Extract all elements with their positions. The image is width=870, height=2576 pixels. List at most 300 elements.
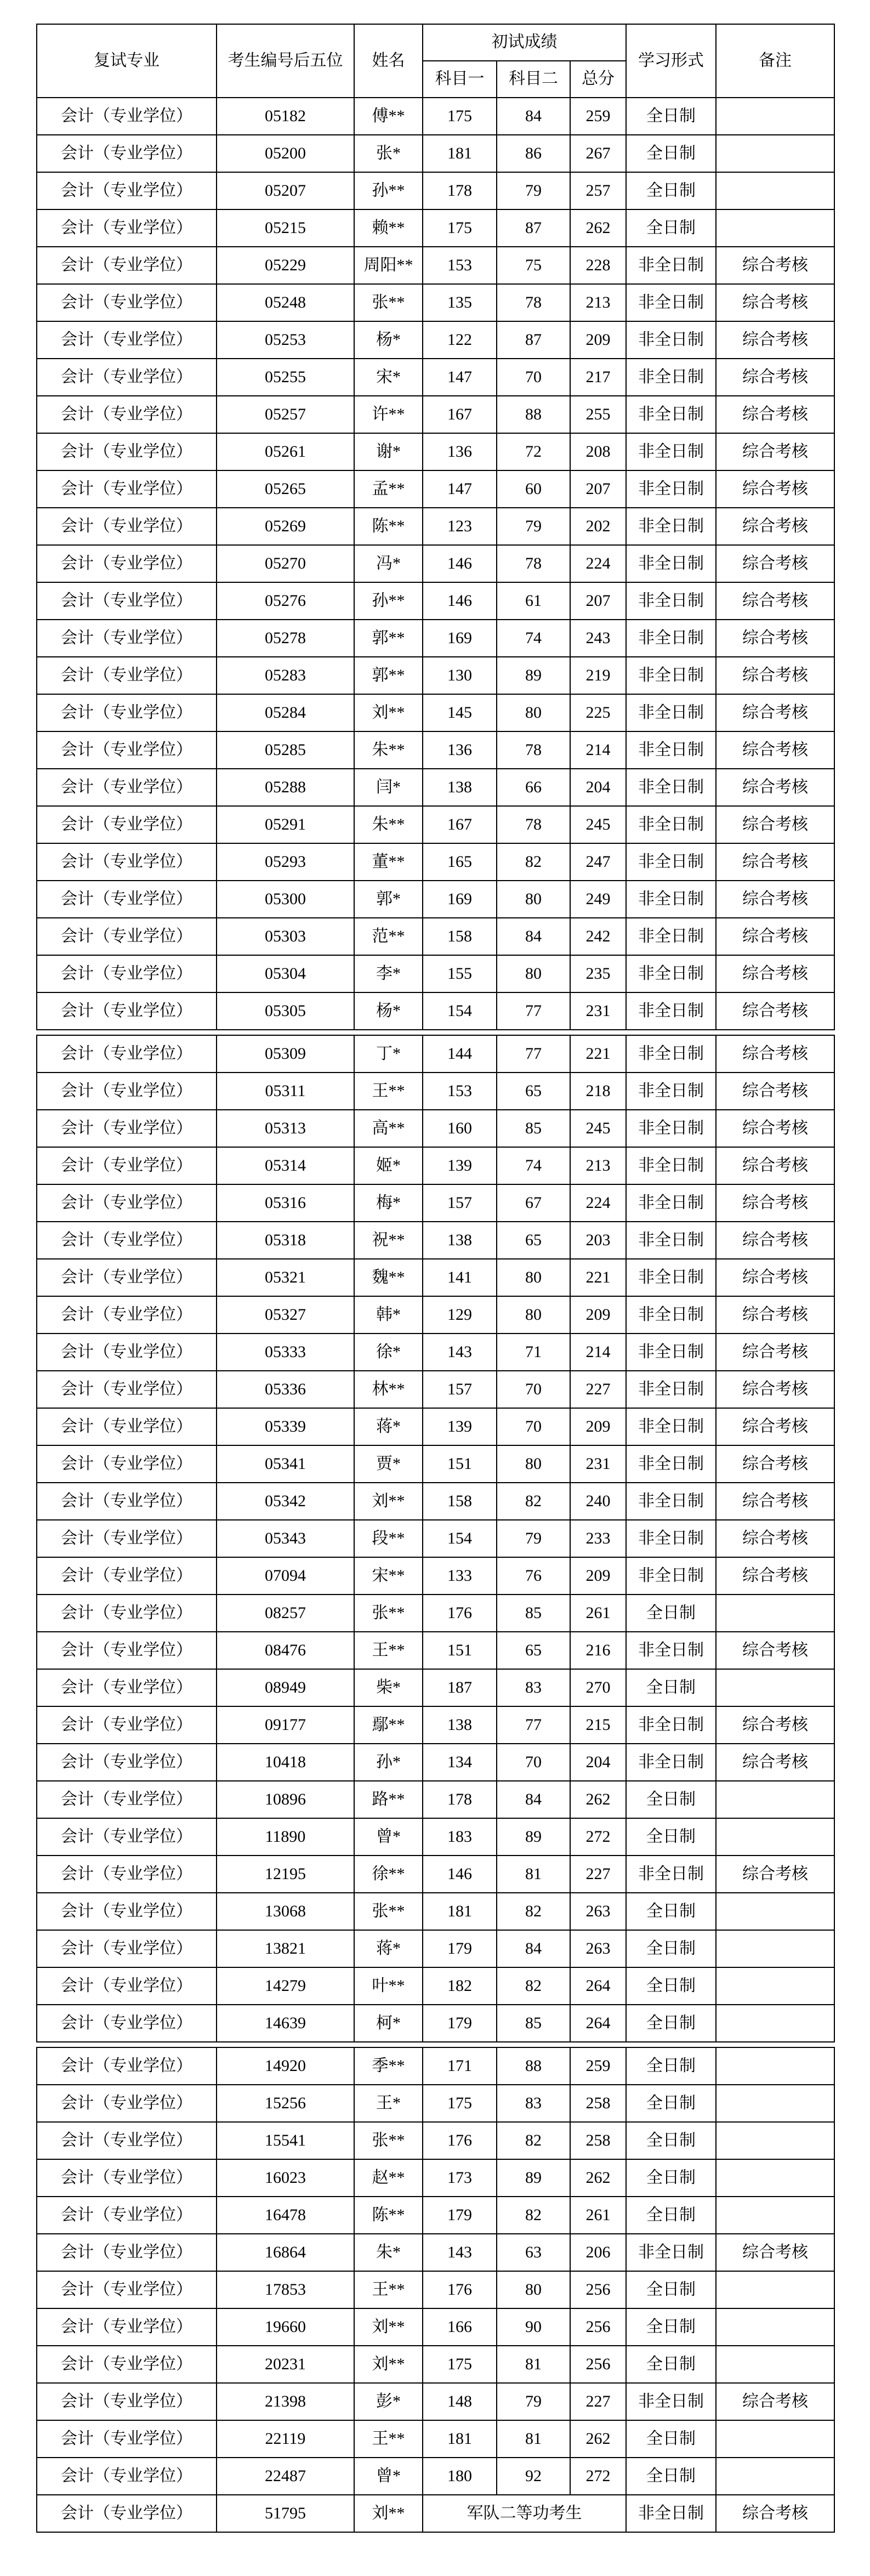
cell-candidate-id: 05343 — [217, 1520, 354, 1557]
cell-name: 朱** — [354, 806, 423, 843]
cell-total: 214 — [570, 731, 626, 769]
cell-candidate-id: 20231 — [217, 2346, 354, 2383]
cell-remark: 综合考核 — [716, 247, 834, 284]
cell-major: 会计（专业学位） — [37, 2047, 217, 2085]
page-break-gap — [37, 1030, 834, 1035]
cell-subject1: 169 — [423, 620, 497, 657]
cell-subject1: 160 — [423, 1110, 497, 1147]
cell-subject1: 148 — [423, 2383, 497, 2420]
cell-total: 224 — [570, 1184, 626, 1222]
cell-name: 张** — [354, 284, 423, 321]
cell-name: 鄢** — [354, 1706, 423, 1744]
cell-subject2: 76 — [497, 1557, 570, 1595]
table-row — [37, 2420, 834, 2458]
cell-study-form: 非全日制 — [626, 731, 716, 769]
cell-total: 245 — [570, 1110, 626, 1147]
cell-total: 213 — [570, 1147, 626, 1184]
cell-candidate-id: 05321 — [217, 1259, 354, 1296]
cell-subject2: 74 — [497, 1147, 570, 1184]
table-row — [37, 209, 834, 247]
cell-subject1: 180 — [423, 2458, 497, 2495]
cell-subject1: 146 — [423, 582, 497, 620]
cell-study-form: 非全日制 — [626, 2234, 716, 2271]
cell-remark: 综合考核 — [716, 1296, 834, 1334]
cell-major: 会计（专业学位） — [37, 1632, 217, 1669]
table-row — [37, 2047, 834, 2085]
table-row — [37, 545, 834, 582]
table-row — [37, 98, 834, 135]
cell-subject1: 145 — [423, 694, 497, 731]
cell-major: 会计（专业学位） — [37, 992, 217, 1030]
cell-candidate-id: 51795 — [217, 2495, 354, 2532]
table-row — [37, 1744, 834, 1781]
cell-remark — [716, 2420, 834, 2458]
cell-remark: 综合考核 — [716, 1334, 834, 1371]
cell-study-form: 非全日制 — [626, 1259, 716, 1296]
cell-remark: 综合考核 — [716, 2495, 834, 2532]
cell-candidate-id: 05285 — [217, 731, 354, 769]
cell-candidate-id: 08476 — [217, 1632, 354, 1669]
cell-candidate-id: 05336 — [217, 1371, 354, 1408]
cell-major: 会计（专业学位） — [37, 955, 217, 992]
cell-study-form: 全日制 — [626, 2122, 716, 2159]
cell-name: 王* — [354, 2085, 423, 2122]
cell-remark: 综合考核 — [716, 843, 834, 881]
cell-name: 曾* — [354, 1818, 423, 1856]
cell-major: 会计（专业学位） — [37, 843, 217, 881]
cell-subject2: 78 — [497, 806, 570, 843]
cell-total: 208 — [570, 433, 626, 470]
cell-candidate-id: 08257 — [217, 1595, 354, 1632]
cell-total: 243 — [570, 620, 626, 657]
header-study-form: 学习形式 — [626, 24, 716, 98]
cell-major: 会计（专业学位） — [37, 582, 217, 620]
table-row — [37, 1856, 834, 1893]
cell-subject2: 83 — [497, 2085, 570, 2122]
cell-candidate-id: 05253 — [217, 321, 354, 359]
cell-major: 会计（专业学位） — [37, 396, 217, 433]
cell-subject1: 153 — [423, 1073, 497, 1110]
cell-major: 会计（专业学位） — [37, 2458, 217, 2495]
cell-study-form: 全日制 — [626, 1595, 716, 1632]
cell-remark — [716, 2085, 834, 2122]
cell-total: 259 — [570, 2047, 626, 2085]
cell-remark — [716, 1818, 834, 1856]
cell-total: 261 — [570, 1595, 626, 1632]
cell-subject2: 70 — [497, 359, 570, 396]
cell-total: 262 — [570, 209, 626, 247]
cell-name: 郭** — [354, 620, 423, 657]
cell-study-form: 非全日制 — [626, 2383, 716, 2420]
table-row — [37, 470, 834, 508]
cell-remark — [716, 1930, 834, 1967]
cell-total: 255 — [570, 396, 626, 433]
cell-subject1: 153 — [423, 247, 497, 284]
cell-major: 会计（专业学位） — [37, 284, 217, 321]
cell-major: 会计（专业学位） — [37, 1483, 217, 1520]
cell-study-form: 全日制 — [626, 2458, 716, 2495]
cell-candidate-id: 05342 — [217, 1483, 354, 1520]
cell-total: 258 — [570, 2122, 626, 2159]
cell-subject1: 176 — [423, 1595, 497, 1632]
cell-candidate-id: 07094 — [217, 1557, 354, 1595]
cell-candidate-id: 05313 — [217, 1110, 354, 1147]
cell-study-form: 非全日制 — [626, 992, 716, 1030]
cell-remark: 综合考核 — [716, 1856, 834, 1893]
cell-subject2: 78 — [497, 731, 570, 769]
cell-subject2: 71 — [497, 1334, 570, 1371]
cell-study-form: 非全日制 — [626, 657, 716, 694]
cell-candidate-id: 05314 — [217, 1147, 354, 1184]
cell-subject2: 79 — [497, 508, 570, 545]
table-row — [37, 1632, 834, 1669]
cell-major: 会计（专业学位） — [37, 172, 217, 209]
table-row — [37, 2271, 834, 2308]
cell-name: 蒋* — [354, 1408, 423, 1445]
cell-subject2: 75 — [497, 247, 570, 284]
cell-name: 刘** — [354, 2308, 423, 2346]
cell-remark: 综合考核 — [716, 1184, 834, 1222]
cell-major: 会计（专业学位） — [37, 1520, 217, 1557]
table-row — [37, 1035, 834, 1073]
cell-name: 王** — [354, 1632, 423, 1669]
cell-subject1: 143 — [423, 2234, 497, 2271]
cell-subject2: 85 — [497, 1110, 570, 1147]
cell-subject2: 82 — [497, 2197, 570, 2234]
cell-major: 会计（专业学位） — [37, 1893, 217, 1930]
cell-subject1: 123 — [423, 508, 497, 545]
cell-total: 203 — [570, 1222, 626, 1259]
cell-study-form: 非全日制 — [626, 582, 716, 620]
cell-merged-note: 军队二等功考生 — [423, 2495, 626, 2532]
table-row — [37, 1073, 834, 1110]
cell-subject1: 139 — [423, 1408, 497, 1445]
cell-study-form: 全日制 — [626, 2197, 716, 2234]
table-row — [37, 1520, 834, 1557]
cell-candidate-id: 05215 — [217, 209, 354, 247]
cell-subject2: 85 — [497, 2005, 570, 2042]
cell-subject1: 151 — [423, 1445, 497, 1483]
cell-subject2: 60 — [497, 470, 570, 508]
page-break-gap-cell — [37, 1030, 834, 1035]
cell-total: 209 — [570, 1408, 626, 1445]
cell-subject1: 122 — [423, 321, 497, 359]
cell-major: 会计（专业学位） — [37, 1222, 217, 1259]
cell-name: 魏** — [354, 1259, 423, 1296]
cell-name: 周阳** — [354, 247, 423, 284]
table-row — [37, 2495, 834, 2532]
cell-total: 267 — [570, 135, 626, 172]
cell-remark — [716, 209, 834, 247]
cell-subject2: 79 — [497, 172, 570, 209]
cell-subject1: 154 — [423, 992, 497, 1030]
cell-study-form: 全日制 — [626, 1967, 716, 2005]
cell-subject2: 61 — [497, 582, 570, 620]
table-row — [37, 135, 834, 172]
cell-subject2: 79 — [497, 2383, 570, 2420]
cell-study-form: 全日制 — [626, 1781, 716, 1818]
cell-major: 会计（专业学位） — [37, 135, 217, 172]
cell-remark: 综合考核 — [716, 1744, 834, 1781]
cell-subject1: 138 — [423, 1706, 497, 1744]
cell-major: 会计（专业学位） — [37, 1184, 217, 1222]
cell-remark: 综合考核 — [716, 1147, 834, 1184]
cell-study-form: 非全日制 — [626, 1110, 716, 1147]
header-subject2: 科目二 — [497, 61, 570, 98]
cell-remark: 综合考核 — [716, 2234, 834, 2271]
page-break-gap-cell — [37, 2042, 834, 2047]
cell-study-form: 非全日制 — [626, 1856, 716, 1893]
cell-study-form: 非全日制 — [626, 918, 716, 955]
cell-candidate-id: 14639 — [217, 2005, 354, 2042]
cell-study-form: 非全日制 — [626, 620, 716, 657]
cell-subject1: 183 — [423, 1818, 497, 1856]
cell-remark — [716, 2005, 834, 2042]
cell-candidate-id: 15256 — [217, 2085, 354, 2122]
cell-total: 217 — [570, 359, 626, 396]
cell-name: 祝** — [354, 1222, 423, 1259]
cell-subject1: 136 — [423, 731, 497, 769]
cell-name: 陈** — [354, 2197, 423, 2234]
cell-total: 261 — [570, 2197, 626, 2234]
cell-subject1: 144 — [423, 1035, 497, 1073]
cell-remark — [716, 2047, 834, 2085]
cell-remark: 综合考核 — [716, 1557, 834, 1595]
cell-remark: 综合考核 — [716, 1110, 834, 1147]
cell-candidate-id: 05311 — [217, 1073, 354, 1110]
cell-total: 227 — [570, 2383, 626, 2420]
cell-remark: 综合考核 — [716, 1035, 834, 1073]
cell-study-form: 全日制 — [626, 1893, 716, 1930]
cell-major: 会计（专业学位） — [37, 1856, 217, 1893]
cell-major: 会计（专业学位） — [37, 1595, 217, 1632]
admissions-table — [36, 24, 835, 2533]
cell-subject1: 181 — [423, 2420, 497, 2458]
cell-subject1: 135 — [423, 284, 497, 321]
cell-name: 宋* — [354, 359, 423, 396]
cell-subject2: 80 — [497, 2271, 570, 2308]
cell-subject1: 136 — [423, 433, 497, 470]
table-row — [37, 2308, 834, 2346]
cell-total: 227 — [570, 1371, 626, 1408]
cell-total: 270 — [570, 1669, 626, 1706]
cell-name: 谢* — [354, 433, 423, 470]
cell-candidate-id: 05318 — [217, 1222, 354, 1259]
cell-subject1: 155 — [423, 955, 497, 992]
table-row — [37, 1818, 834, 1856]
cell-remark: 综合考核 — [716, 955, 834, 992]
cell-study-form: 全日制 — [626, 2047, 716, 2085]
table-row — [37, 1222, 834, 1259]
cell-remark: 综合考核 — [716, 321, 834, 359]
cell-study-form: 非全日制 — [626, 321, 716, 359]
cell-subject1: 151 — [423, 1632, 497, 1669]
cell-name: 杨* — [354, 992, 423, 1030]
cell-subject1: 181 — [423, 135, 497, 172]
cell-total: 245 — [570, 806, 626, 843]
cell-major: 会计（专业学位） — [37, 2495, 217, 2532]
cell-candidate-id: 05305 — [217, 992, 354, 1030]
cell-subject1: 167 — [423, 806, 497, 843]
cell-total: 209 — [570, 1296, 626, 1334]
cell-subject2: 80 — [497, 1259, 570, 1296]
cell-study-form: 非全日制 — [626, 1632, 716, 1669]
header-name: 姓名 — [354, 24, 423, 98]
cell-subject2: 77 — [497, 1706, 570, 1744]
cell-total: 263 — [570, 1930, 626, 1967]
cell-subject1: 181 — [423, 1893, 497, 1930]
cell-name: 丁* — [354, 1035, 423, 1073]
cell-subject1: 146 — [423, 545, 497, 582]
cell-study-form: 全日制 — [626, 1669, 716, 1706]
table-row — [37, 508, 834, 545]
cell-name: 傅** — [354, 98, 423, 135]
table-row — [37, 321, 834, 359]
cell-major: 会计（专业学位） — [37, 209, 217, 247]
cell-subject2: 92 — [497, 2458, 570, 2495]
header-total: 总分 — [570, 61, 626, 98]
header-candidate-id: 考生编号后五位 — [217, 24, 354, 98]
cell-candidate-id: 05270 — [217, 545, 354, 582]
cell-subject2: 84 — [497, 98, 570, 135]
cell-name: 闫* — [354, 769, 423, 806]
cell-name: 赵** — [354, 2159, 423, 2197]
cell-major: 会计（专业学位） — [37, 2346, 217, 2383]
cell-candidate-id: 05339 — [217, 1408, 354, 1445]
cell-total: 204 — [570, 769, 626, 806]
table-row — [37, 769, 834, 806]
cell-name: 王** — [354, 2271, 423, 2308]
cell-study-form: 非全日制 — [626, 1520, 716, 1557]
cell-remark — [716, 1893, 834, 1930]
cell-remark: 综合考核 — [716, 657, 834, 694]
cell-subject2: 66 — [497, 769, 570, 806]
cell-candidate-id: 05207 — [217, 172, 354, 209]
cell-name: 张** — [354, 1595, 423, 1632]
table-row — [37, 284, 834, 321]
cell-candidate-id: 05261 — [217, 433, 354, 470]
cell-subject2: 81 — [497, 1856, 570, 1893]
cell-remark: 综合考核 — [716, 694, 834, 731]
cell-study-form: 非全日制 — [626, 433, 716, 470]
cell-subject1: 165 — [423, 843, 497, 881]
cell-subject1: 157 — [423, 1371, 497, 1408]
cell-total: 227 — [570, 1856, 626, 1893]
cell-study-form: 非全日制 — [626, 396, 716, 433]
cell-name: 孟** — [354, 470, 423, 508]
cell-candidate-id: 14279 — [217, 1967, 354, 2005]
cell-remark: 综合考核 — [716, 1706, 834, 1744]
cell-subject2: 88 — [497, 396, 570, 433]
table-row — [37, 1334, 834, 1371]
cell-candidate-id: 16478 — [217, 2197, 354, 2234]
cell-major: 会计（专业学位） — [37, 1669, 217, 1706]
cell-subject2: 67 — [497, 1184, 570, 1222]
cell-subject1: 179 — [423, 2197, 497, 2234]
cell-name: 柴* — [354, 1669, 423, 1706]
cell-subject1: 179 — [423, 1930, 497, 1967]
cell-subject2: 83 — [497, 1669, 570, 1706]
header-major: 复试专业 — [37, 24, 217, 98]
cell-total: 264 — [570, 1967, 626, 2005]
cell-name: 徐* — [354, 1334, 423, 1371]
cell-subject1: 147 — [423, 470, 497, 508]
cell-name: 段** — [354, 1520, 423, 1557]
cell-remark — [716, 1595, 834, 1632]
cell-total: 215 — [570, 1706, 626, 1744]
cell-candidate-id: 11890 — [217, 1818, 354, 1856]
cell-candidate-id: 05303 — [217, 918, 354, 955]
cell-remark: 综合考核 — [716, 508, 834, 545]
cell-major: 会计（专业学位） — [37, 918, 217, 955]
cell-name: 朱* — [354, 2234, 423, 2271]
table-row — [37, 2122, 834, 2159]
cell-subject1: 178 — [423, 1781, 497, 1818]
cell-candidate-id: 19660 — [217, 2308, 354, 2346]
table-row — [37, 396, 834, 433]
cell-remark — [716, 1669, 834, 1706]
table-row — [37, 657, 834, 694]
table-row — [37, 881, 834, 918]
cell-subject1: 187 — [423, 1669, 497, 1706]
cell-subject1: 154 — [423, 1520, 497, 1557]
cell-total: 233 — [570, 1520, 626, 1557]
cell-subject1: 178 — [423, 172, 497, 209]
cell-remark — [716, 2458, 834, 2495]
cell-total: 256 — [570, 2346, 626, 2383]
page-break-gap — [37, 2042, 834, 2047]
cell-remark: 综合考核 — [716, 1483, 834, 1520]
cell-study-form: 非全日制 — [626, 1408, 716, 1445]
cell-total: 216 — [570, 1632, 626, 1669]
cell-candidate-id: 05316 — [217, 1184, 354, 1222]
table-row — [37, 1967, 834, 2005]
cell-subject2: 84 — [497, 918, 570, 955]
cell-study-form: 非全日制 — [626, 284, 716, 321]
cell-subject2: 89 — [497, 1818, 570, 1856]
cell-candidate-id: 10418 — [217, 1744, 354, 1781]
table-row — [37, 955, 834, 992]
cell-major: 会计（专业学位） — [37, 1110, 217, 1147]
cell-subject1: 182 — [423, 1967, 497, 2005]
cell-candidate-id: 05293 — [217, 843, 354, 881]
cell-name: 高** — [354, 1110, 423, 1147]
cell-candidate-id: 05288 — [217, 769, 354, 806]
results-tbody — [37, 98, 834, 2532]
cell-total: 259 — [570, 98, 626, 135]
cell-total: 231 — [570, 1445, 626, 1483]
table-row — [37, 433, 834, 470]
table-row — [37, 172, 834, 209]
cell-total: 262 — [570, 2420, 626, 2458]
cell-study-form: 非全日制 — [626, 881, 716, 918]
cell-study-form: 非全日制 — [626, 470, 716, 508]
cell-subject2: 79 — [497, 1520, 570, 1557]
cell-subject1: 169 — [423, 881, 497, 918]
cell-candidate-id: 05341 — [217, 1445, 354, 1483]
cell-candidate-id: 15541 — [217, 2122, 354, 2159]
cell-subject2: 70 — [497, 1744, 570, 1781]
cell-major: 会计（专业学位） — [37, 1781, 217, 1818]
cell-total: 240 — [570, 1483, 626, 1520]
cell-subject2: 82 — [497, 1967, 570, 2005]
cell-name: 林** — [354, 1371, 423, 1408]
cell-major: 会计（专业学位） — [37, 1818, 217, 1856]
cell-candidate-id: 05229 — [217, 247, 354, 284]
cell-total: 209 — [570, 321, 626, 359]
cell-name: 朱** — [354, 731, 423, 769]
cell-total: 256 — [570, 2271, 626, 2308]
